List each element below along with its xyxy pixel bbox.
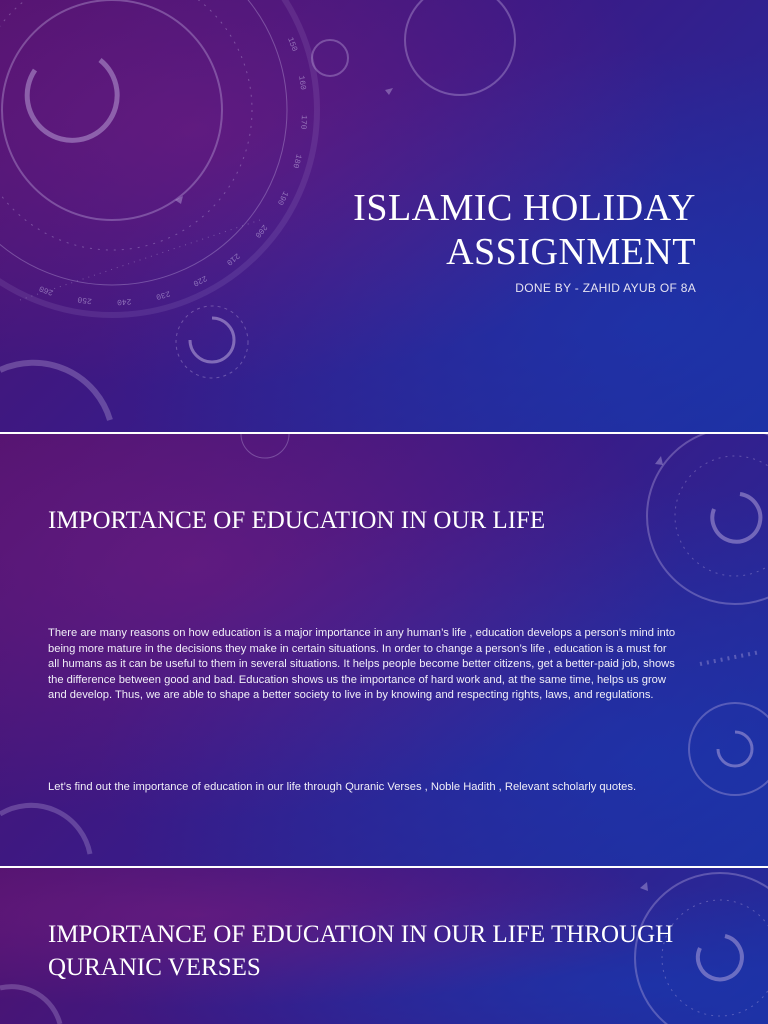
dial-number: 200 bbox=[252, 222, 269, 240]
intro-paragraph: Let’s find out the importance of education in our life through Quranic Verses , Noble Hadith , Relevant scholarly quotes. bbox=[48, 781, 637, 793]
slide-heading: IMPORTANCE OF EDUCATION IN OUR LIFE bbox=[48, 507, 546, 534]
dial-number: 190 bbox=[274, 189, 290, 207]
presentation-subtitle: DONE BY - ZAHID AYUB OF 8A bbox=[515, 281, 696, 295]
dial-number: 250 bbox=[77, 294, 93, 306]
slide-heading: IMPORTANCE OF EDUCATION IN OUR LIFE THROUGH QURANIC VERSES bbox=[48, 921, 674, 981]
dial-number: 210 bbox=[224, 250, 242, 267]
education-paragraph: There are many reasons on how education is a major importance in any human’s life , education develops a person’s mind into being more mature in the decisions they make in certain situations. In order to change a person’s life , education is a must for all humans as it can be useful to them in several situations. It helps people become better citizens, get a better-paid job, shows the difference between good and bad. Education shows us the importance of hard work and, at the same time, helps us grow and develop. Thus, we are able to shape a better society to live in by knowing and respecting rights, laws, and regulations. bbox=[48, 627, 676, 702]
dial-number: 170 bbox=[298, 114, 309, 130]
education-slide bbox=[0, 434, 768, 866]
dial-number: 230 bbox=[154, 288, 172, 301]
dial-number: 150 bbox=[285, 36, 299, 53]
quran-slide bbox=[0, 868, 768, 1024]
presentation-title: ISLAMIC HOLIDAY ASSIGNMENT bbox=[353, 187, 696, 273]
dial-number: 180 bbox=[290, 152, 303, 170]
title-slide bbox=[0, 0, 768, 432]
dial-number: 160 bbox=[296, 75, 308, 91]
dial-number: 240 bbox=[116, 296, 132, 307]
dial-number: 220 bbox=[191, 272, 209, 288]
dial-number: 260 bbox=[38, 283, 55, 297]
